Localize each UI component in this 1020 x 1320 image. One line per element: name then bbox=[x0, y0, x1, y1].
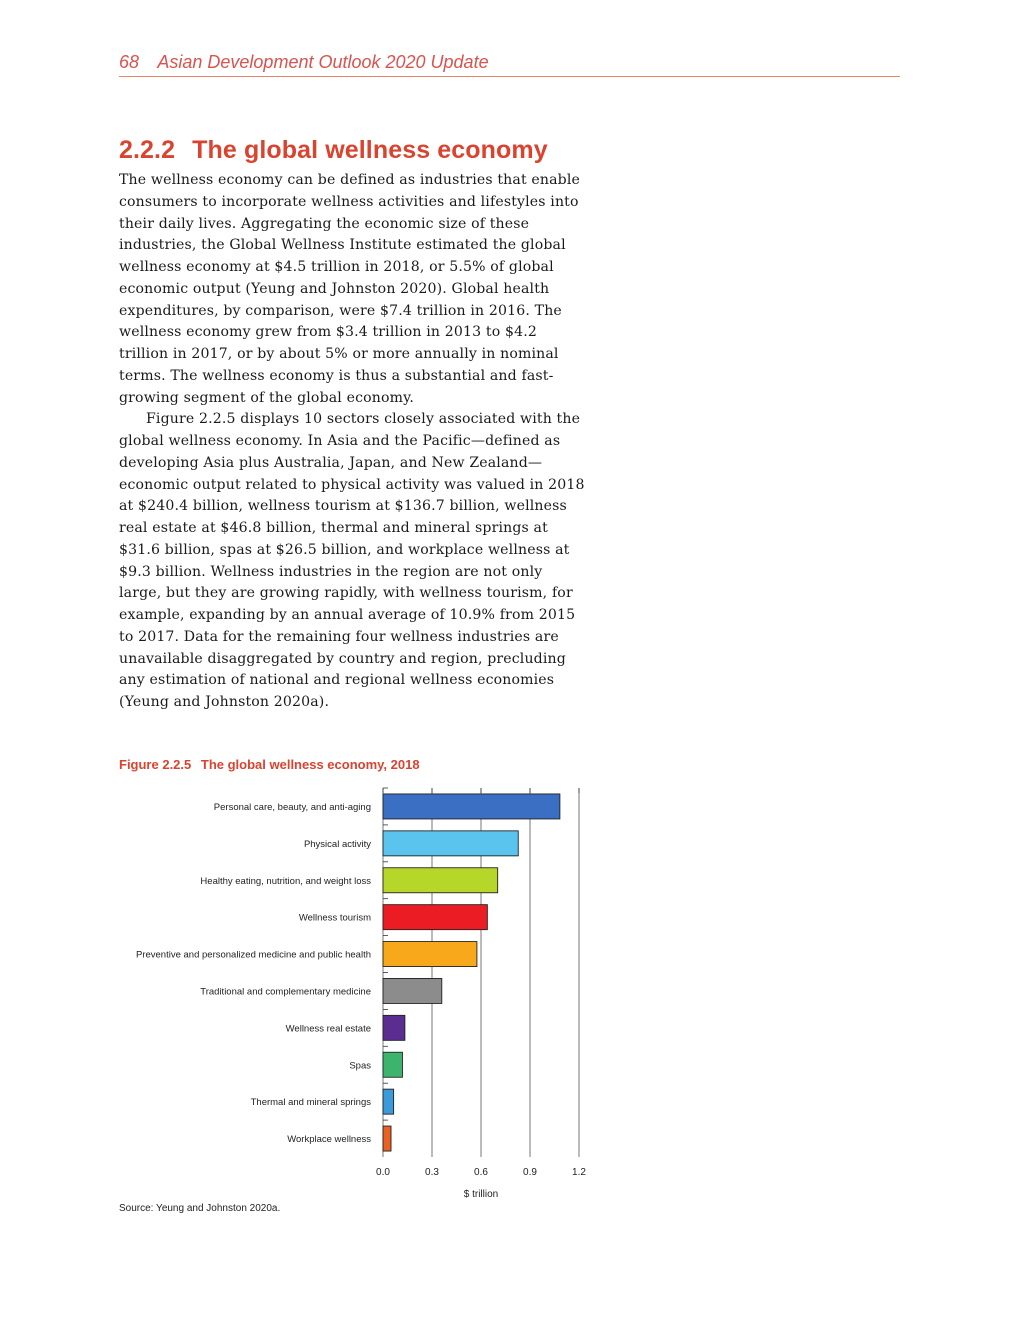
section-title: The global wellness economy bbox=[192, 136, 548, 164]
figure-source: Source: Yeung and Johnston 2020a. bbox=[119, 1203, 281, 1214]
y-tick-label: Wellness tourism bbox=[298, 912, 371, 924]
bar bbox=[383, 942, 477, 967]
figure-caption bbox=[119, 757, 420, 772]
figure-title: The global wellness economy, 2018 bbox=[200, 757, 420, 772]
section-heading bbox=[119, 136, 548, 165]
bar bbox=[383, 794, 560, 819]
x-tick-label: 1.2 bbox=[572, 1167, 586, 1178]
y-tick-label: Personal care, beauty, and anti-aging bbox=[213, 801, 371, 813]
y-tick-label: Workplace wellness bbox=[287, 1134, 371, 1146]
body-text bbox=[119, 170, 589, 714]
x-tick-label: 0.6 bbox=[474, 1167, 488, 1178]
y-tick-label: Spas bbox=[349, 1060, 371, 1072]
x-axis-label: $ trillion bbox=[463, 1189, 499, 1200]
y-tick-label: Thermal and mineral springs bbox=[250, 1097, 371, 1109]
y-tick-label: Traditional and complementary medicine bbox=[200, 986, 371, 998]
y-tick-label: Healthy eating, nutrition, and weight loss bbox=[200, 875, 371, 887]
x-tick-label: 0.3 bbox=[425, 1167, 439, 1178]
figure-label: Figure 2.2.5 bbox=[119, 757, 192, 772]
bar bbox=[383, 1126, 391, 1151]
running-header bbox=[119, 52, 900, 77]
y-tick-label: Physical activity bbox=[303, 838, 371, 850]
x-tick-label: 0.0 bbox=[376, 1167, 390, 1178]
wellness-bar-chart bbox=[0, 780, 1020, 1200]
section-number: 2.2.2 bbox=[119, 136, 176, 164]
bar bbox=[383, 1052, 402, 1077]
bar bbox=[383, 831, 518, 856]
x-tick-label: 0.9 bbox=[523, 1167, 537, 1178]
paragraph-2: Figure 2.2.5 displays 10 sectors closely associated with the global wellness economy. In Asia and the Pacific—defined as developing Asia plus Australia, Japan, and New Zealand—economic output related to physical activity was valued in 2018 at $240.4 billion, wellness tourism at $136.7 billion, wellness real estate at $46.8 billion, thermal and mineral springs at $31.6 billion, spas at $26.5 billion, and workplace wellness at $9.3 billion. Wellness industries in the region are not only large, but they are growing rapidly, with wellness tourism, for example, expanding by an annual average of 10.9% from 2015 to 2017. Data for the remaining four wellness industries are unavailable disaggregated by country and region, precluding any estimation of national and regional wellness economies (Yeung and Johnston 2020a). bbox=[119, 411, 585, 710]
bar bbox=[383, 978, 442, 1003]
publication-title: Asian Development Outlook 2020 Update bbox=[157, 52, 489, 72]
paragraph-1: The wellness economy can be defined as industries that enable consumers to incorporate wellness activities and lifestyles into their daily lives. Aggregating the economic size of these industries, the Global Wellness Institute estimated the global wellness economy at $4.5 trillion in 2018, or 5.5% of global economic output (Yeung and Johnston 2020). Global health expenditures, by comparison, were $7.4 trillion in 2016. The wellness economy grew from $3.4 trillion in 2013 to $4.2 trillion in 2017, or by about 5% or more annually in nominal terms. The wellness economy is thus a substantial and fast-growing segment of the global economy. bbox=[119, 172, 580, 406]
y-tick-label: Preventive and personalized medicine and public health bbox=[135, 949, 371, 961]
y-tick-label: Wellness real estate bbox=[285, 1023, 371, 1035]
bar bbox=[383, 1015, 405, 1040]
page-number: 68 bbox=[119, 52, 140, 72]
bar bbox=[383, 1089, 394, 1114]
bar bbox=[383, 868, 498, 893]
bar bbox=[383, 905, 487, 930]
